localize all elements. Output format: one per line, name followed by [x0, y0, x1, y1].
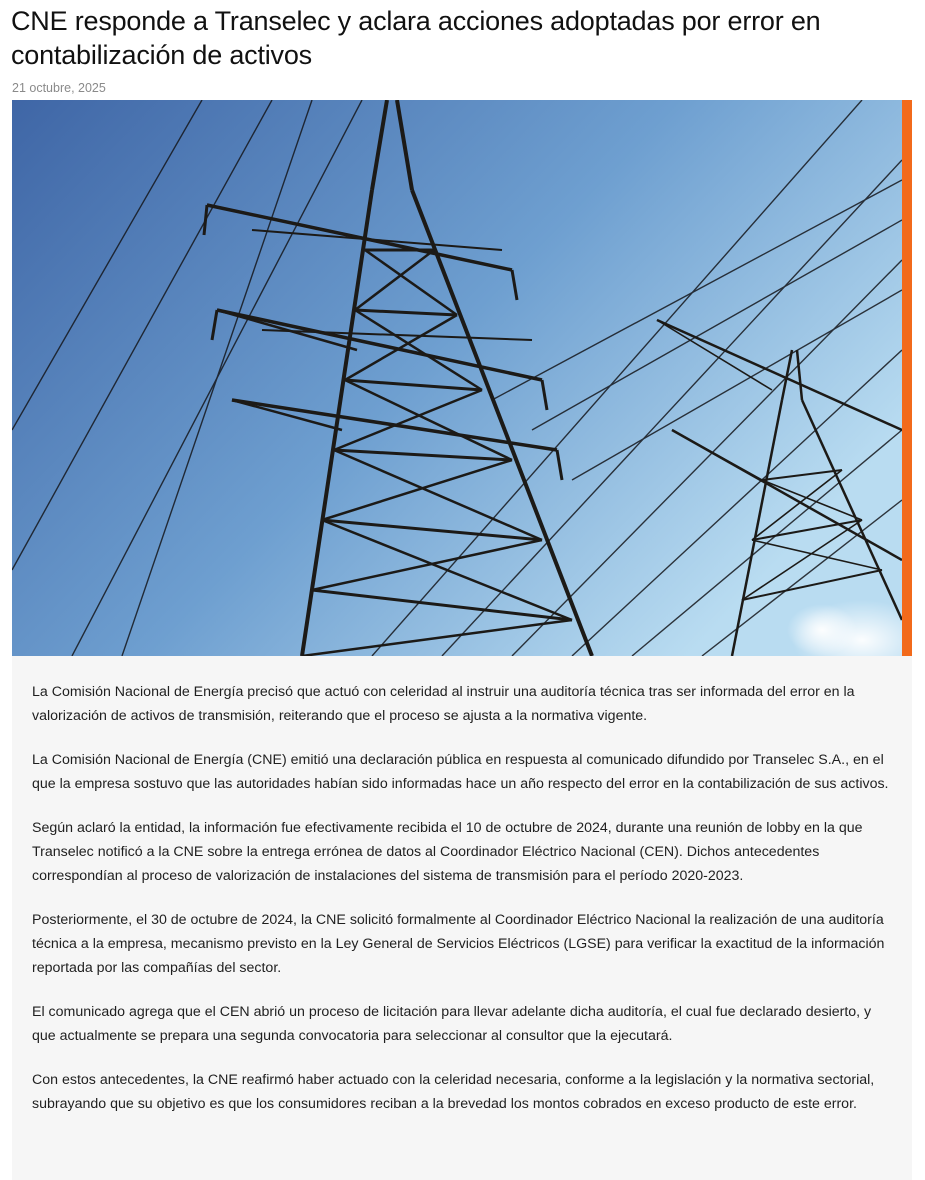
article-lead: La Comisión Nacional de Energía precisó que actuó con celeridad al instruir una auditoría técnica tras ser informada del error en la valorización de activos de transmisión, reiterando que el proceso se ajusta a la normativa vigente.	[32, 684, 855, 724]
article-title: CNE responde a Transelec y aclara acciones adoptadas por error en contabilización de activos	[11, 6, 821, 70]
article-date: 21 octubre, 2025	[12, 81, 106, 95]
article-paragraph: Con estos antecedentes, la CNE reafirmó haber actuado con la celeridad necesaria, conforme a la legislación y la normativa sectorial, subrayando que su objetivo es que los consumidores reciban a la brevedad los montos cobrados en exceso producto de este error.	[32, 1072, 875, 1112]
article-paragraph: El comunicado agrega que el CEN abrió un proceso de licitación para llevar adelante dicha auditoría, el cual fue declarado desierto, y que actualmente se prepara una segunda convocatoria para seleccionar al consultor que la ejecutará.	[32, 1004, 872, 1044]
article-paragraph: Posteriormente, el 30 de octubre de 2024, la CNE solicitó formalmente al Coordinador Eléctrico Nacional la realización de una auditoría técnica a la empresa, mecanismo previsto en la Ley General de Servicios Eléctricos (LGSE) para verificar la exactitud de la información reportada por las compañías del sector.	[32, 912, 885, 976]
article-body	[12, 656, 912, 1180]
accent-bar	[902, 100, 912, 659]
article-paragraph: Según aclaró la entidad, la información fue efectivamente recibida el 10 de octubre de 2024, durante una reunión de lobby en la que Transelec notificó a la CNE sobre la entrega errónea de datos al Coordinador Eléctrico Nacional (CEN). Dichos antecedentes correspondían al proceso de valorización de instalaciones del sistema de transmisión para el período 2020-2023.	[32, 820, 863, 884]
hero-image	[12, 100, 902, 656]
article-paragraph: La Comisión Nacional de Energía (CNE) emitió una declaración pública en respuesta al comunicado difundido por Transelec S.A., en el que la empresa sostuvo que las autoridades habían sido informadas hace un año respecto del error en la contabilización de sus activos.	[32, 752, 889, 792]
